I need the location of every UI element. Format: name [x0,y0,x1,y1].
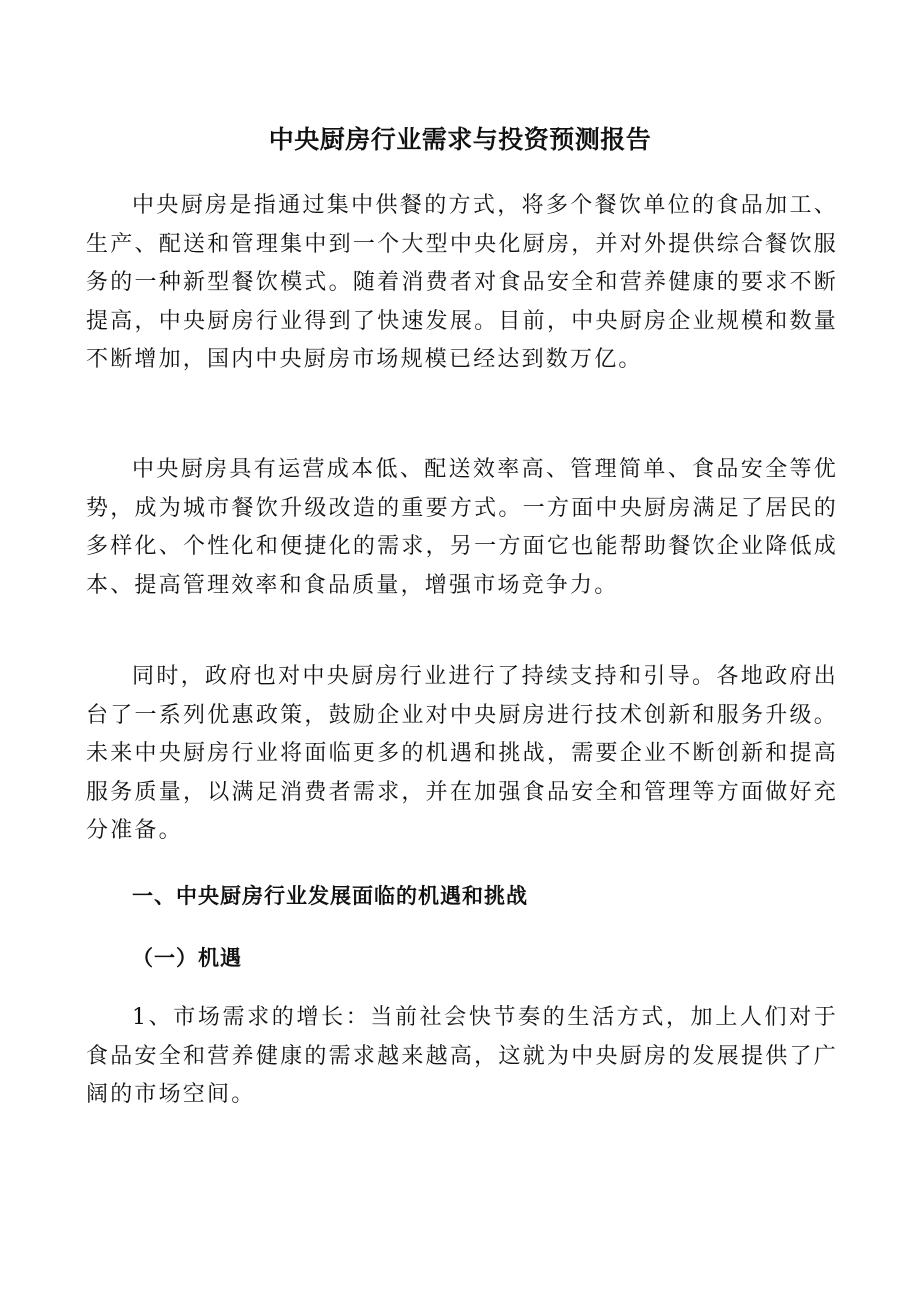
paragraph-intro: 中央厨房是指通过集中供餐的方式，将多个餐饮单位的食品加工、生产、配送和管理集中到一个大型中央化厨房，并对外提供综合餐饮服务的一种新型餐饮模式。随着消费者对食品安全和营养健康的要求不断提高，中央厨房行业得到了快速发展。目前，中央厨房企业规模和数量不断增加，国内中央厨房市场规模已经达到数万亿。 [86,193,838,372]
paragraph-policy: 同时，政府也对中央厨房行业进行了持续支持和引导。各地政府出台了一系列优惠政策，鼓励企业对中央厨房进行技术创新和服务升级。未来中央厨房行业将面临更多的机遇和挑战，需要企业不断创新和提高服务质量，以满足消费者需求，并在加强食品安全和管理等方面做好充分准备。 [86,664,838,843]
section-heading: 一、中央厨房行业发展面临的机遇和挑战 [132,884,528,908]
paragraph-market-demand: 1、市场需求的增长：当前社会快节奏的生活方式，加上人们对于食品安全和营养健康的需求越来越高，这就为中央厨房的发展提供了广阔的市场空间。 [86,1005,838,1107]
subsection-heading: （一）机遇 [132,945,242,970]
document-title: 中央厨房行业需求与投资预测报告 [268,125,652,154]
paragraph-advantages: 中央厨房具有运营成本低、配送效率高、管理简单、食品安全等优势，成为城市餐饮升级改造的重要方式。一方面中央厨房满足了居民的多样化、个性化和便捷化的需求，另一方面它也能帮助餐饮企业降低成本、提高管理效率和食品质量，增强市场竞争力。 [86,457,838,598]
